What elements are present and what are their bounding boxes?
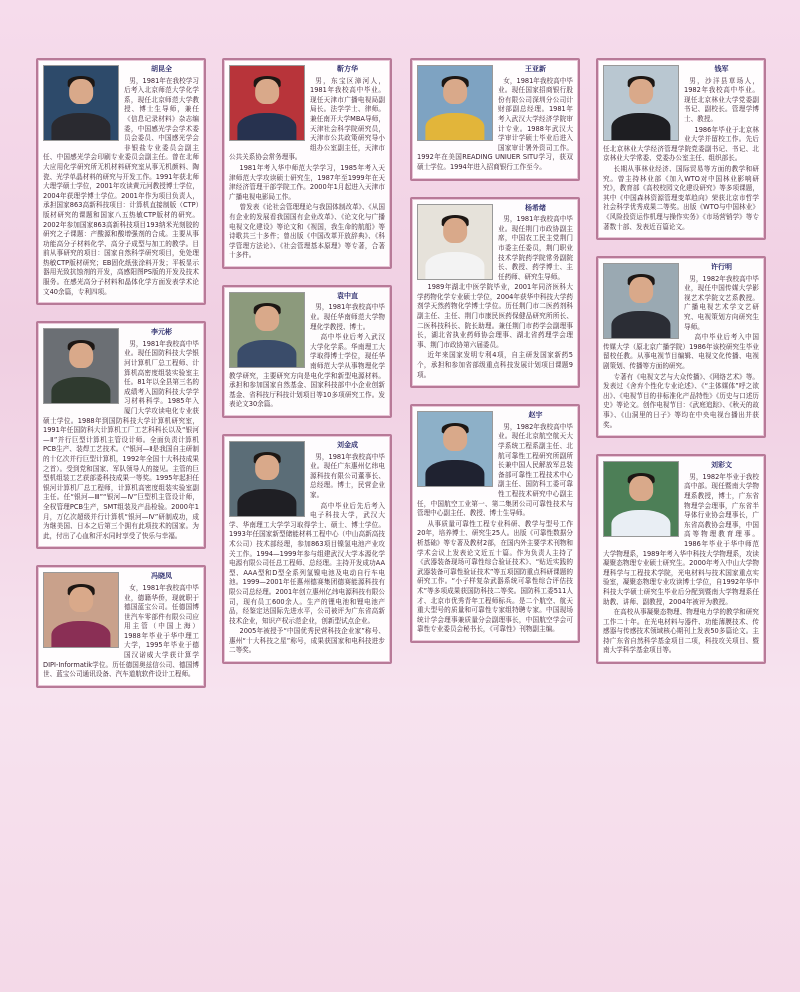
bio-paragraph: 男，沙洋县草场人，1982年我校高中毕业。现任北京林业大学党委副书记、副校长。管理学博士、教授。 (684, 76, 759, 123)
profile-card (596, 256, 766, 438)
bio-paragraph: 男，1981年我校高中毕业。现任国防科技大学银河计算机厂总工程师、计算机高密度组装实验室主任。81年以全县第三名的成绩考入国防科技大学学习材料科学。1985年入厦门大学攻读电化专业获硕士学位。1988年到国防科技大学计算机研究室，1991年任国防科大计算机工厂工艺科科长以及“银河—Ⅱ”并行巨型计算机主管设计师。全面负责计算机PCB生产、装焊工艺技术。（“银河—Ⅱ是我国自主研制的十亿次并行巨型计算机，1992年全国十大科技成果之首）。受到党和国家、军队领导人的接见。主管的巨型机组装工艺获部委科技成果一等奖。1995年起担任银河计算机厂总工程师，计算机高密度组装实验室副主任。任“银河—Ⅲ”“银河—Ⅳ”巨型机主管设计师，全权管理PCB生产，SMT组装及产品检验。2000年1月，万亿次超级并行计算机“银河—Ⅳ”研制成功，成为继美国、日本之后第三个拥有此项技术的国家。为此，付出了心血和汗水同时享受了快乐与幸福。 (43, 339, 199, 540)
profile-card (36, 321, 206, 549)
portrait-photo (603, 461, 679, 537)
profile-card (410, 404, 580, 643)
bio-paragraph: 高中毕业后考入中国传媒大学（原北京广播学院）1986年该校研究生毕业留校任教。从事电视节目编辑、电视文化传播、电视剧策划、传播等方面的研究。 (603, 333, 759, 371)
bio-paragraph: 1981年考入华中师范大学学习，1985年考入天津师范大学攻读硕士研究生，1987年至1999年在天津经济管理干部学院工作。2000年1月起进入天津市广播电视电影局工作。 (229, 163, 385, 201)
bio-paragraph: 1989年湖北中医学院毕业，2001年同济医科大学药物化学专业硕士学位，2004年获华中科技大学药剂学天然药物化学博士学位。历任荆门市二医药剂科副主任、主任、荆门市康民医药保健品研究所所长、二医科技科长、院长助理。兼任荆门市药学会副理事长，湖北省执业药师协会理事、湖北省药理学会理事、荆门市政协第六届委员。 (417, 283, 573, 349)
bio-paragraph: 男，1982年毕业于我校高中部。现任暨南大学物理系教授，博士，广东省物理学会理事，广东省半导体行业协会理事长，广东省高教协会理事，中国高等物理教育理事。1986年毕业于华中师范大学物理系，1989年考入华中科技大学物理系，攻读凝聚态物理专业硕士研究生。2000年考入中山大学物理科学与工程技术学院，光电材料与技术国家重点实验室，凝聚态物理专业攻读博士学位，自1992年华中科技大学硕士研究生毕业后分配到暨南大学物理系任助教、讲师、副教授，2004年被评为教授。 (603, 472, 759, 606)
portrait-photo (603, 65, 679, 141)
bio-paragraph: 女，1981年我校高中毕业，德籍华侨，现就职于德国蓝宝公司。任德国博世汽车零部件有限公司应用主管（中国上海）1988年毕业于华中理工大学，1995年毕业于德国汉诺威大学获计算学DIPI-Informatik学位。历任德国奥兹信公司、德国博世、蓝宝公司通讯设备、汽车道航软件设计工程师。 (43, 583, 199, 679)
person-name: 李元彬 (151, 328, 172, 337)
bio-paragraph: 近年来国家发明专利4项，自主研发国家新药5个，承担和参加省部级重点科技发展计划项目课题9项。 (417, 351, 573, 379)
profile-card (410, 197, 580, 389)
bio-paragraph: 男，1981年我校高中毕业。现任荆门市政协副主席，中国农工民主党荆门市委主任委员，荆门职业技术学院药学院常务副院长、教授、药学博士、主任药师、研究生导师。 (498, 215, 573, 281)
person-name: 许行明 (711, 263, 732, 272)
portrait-photo (229, 292, 305, 368)
person-name: 刘彩文 (711, 461, 732, 470)
column-4 (596, 58, 766, 680)
bio-paragraph: 男，东宝区漳河人，1981年我校高中毕业。现任天津市广播电视局副局长。法学学士、律师。兼任南开大学MBA导师，天津社会科学院研究员，天津市公共政策研究导小组办公室副主任，天津市公共关系协会常务理事。 (229, 76, 385, 162)
person-name: 赵宇 (528, 411, 543, 420)
portrait-photo (43, 65, 119, 141)
bio-paragraph: 女，1981年我校高中毕业。现任国家招商银行股份有限公司深圳分公司计财部副总经理。1981年考入武汉大学经济学院审计专业。1988年武汉大学审计学硕士毕业后进入国家审计署外资司工作。1992年在美国READING UNIUER SITU学习，获双硕士学位。1994年进入招商银行工作至今。 (417, 76, 573, 171)
bio-paragraph: 高中毕业后考入武汉大学化学系。华南理工大学取得博士学位，现任华南师范大学从事物理化学教学研究，主要研究方向是电化学和新型电源材料。承担和参加国家自然基金、国家科技部中小企业创新基金、省科技厅科技计划项目等10多项研究工作。发表论文30余篇。 (229, 333, 385, 409)
column-3 (410, 58, 580, 659)
bio-paragraph: 专著有《电视文艺与大众传播》、《网络艺术》等。发表过《舍弃个性化专业论述》、《“主体媒体”呼之欲出》、《电视节目的非标准化产品特性》《历史与口述历史》等论文。创作电视节目：《武庭追踪》、《秋天的故事》、《山洞里的日子》等均在中央电视台播出并获奖。 (603, 372, 759, 429)
column-1 (36, 58, 206, 704)
bio-paragraph: 男，1982年我校高中毕业。现任北京航空航天大学系统工程系副主任、北航可靠性工程研究所副所长兼中国人民解放军总装备部可靠性工程技术中心副主任、国防科工委可靠性工程技术研究中心副主任，中国航空工业第一、第二集团公司可靠性技术与管理中心副主任、教授、博士生导师。 (417, 422, 573, 518)
portrait-photo (417, 204, 493, 280)
profile-card (36, 58, 206, 305)
profile-card (596, 58, 766, 240)
portrait-photo (43, 328, 119, 404)
person-name: 袁中直 (337, 291, 358, 300)
bio-paragraph: 男，1981年我校高中毕业。现任广东惠州亿纬电源科技有限公司董事长、总经理。博士，民营企业家。 (310, 452, 385, 499)
profile-card (410, 58, 580, 181)
person-name: 王亚新 (525, 65, 546, 73)
person-name: 冯晓凤 (151, 572, 172, 581)
person-name: 胡昆全 (151, 65, 172, 73)
portrait-photo (229, 65, 305, 141)
person-name: 靳方华 (337, 65, 358, 73)
profile-card (222, 58, 392, 269)
portrait-photo (417, 65, 493, 141)
profile-card (596, 454, 766, 664)
portrait-photo (229, 441, 305, 517)
portrait-photo (603, 263, 679, 339)
portrait-photo (417, 411, 493, 487)
bio-paragraph: 曾发表《论社会管理理论与我国体制改革》、《从国有企业的发展看我国国有企业改革》、《论文化与广播电视文化建设》等论文和《视国，我生命的航船》等诗歌共三十多件；曾出版《中国改革开放辞典》、《科学管理方法论》、《社会管理基本原理》等专著，合著十多件。 (229, 203, 385, 260)
portrait-photo (43, 572, 119, 648)
bio-paragraph: 长期从事林业经济、国际贸易等方面的教学和研究。曾主持林业部《加入WTO对中国林业影响研究》，教育部《高校校园文化建设研究》等多项课题，其中《中国森林资源管理变革趋向》荣获北京市哲学社会科学优秀成果二等奖。出版《WTO与中国林业》《风险投资运作机理与操作实务》《市场营销学》等专著数十部、发表近百篇论文。 (603, 164, 759, 231)
bio-paragraph: 高中毕业后先后考入电子科技大学，武汉大学、华南理工大学学习取得学士、硕士、博士学位。1993年任国家新型储能材料工程中心（中山高新高技术公司）技术部经理，参加863项目镍氢电池产业攻关工作。1994—1999年参与组建武汉大学本源化学电源有限公司任总工程师、总经理。主持开发成功AA型、AAA型和D型全系列氢镍电池及电动自行车电池。1999—2001年任惠州德赛集团德赛能源科技有限公司总经理。2001年创立惠州亿纬电源科技有限公司，现有员工600余人。生产的锂电池和锂电池产品，经鉴定达国际先进水平，公司被评为广东省高新技术企业，知识产权示范企业，创新型试点企业。 (229, 501, 385, 625)
profile-card (222, 434, 392, 664)
person-name: 杨希绪 (525, 203, 546, 212)
person-name: 钱军 (714, 65, 729, 73)
column-2 (222, 58, 392, 680)
bio-paragraph: 在高校从事凝聚态物理、物理电力学的教学和研究工作二十年。在光电材料与器件、功能薄膜技术、传感器与传感技术领域核心期刊上发表50多篇论文。主持广东省自然科学基金项目二项，科技攻关项目、暨南大学科学基金项目等。 (603, 608, 759, 655)
bio-paragraph: 1986年毕业于北京林业大学并留校工作。先后任北京林业大学经济管理学院党委副书记、书记、北京林业大学常委、党委办公室主任、组织部长。 (603, 125, 759, 163)
profile-card (222, 285, 392, 418)
bio-paragraph: 2005年被授予“中国优秀民营科技企业家”称号、惠州“十大科技之星”称号，成果获国家和电科技进步二等奖。 (229, 627, 385, 655)
profile-card (36, 565, 206, 688)
bio-paragraph: 从事质量可靠性工程专业科研、教学与型号工作20年，培养博士、研究生25人。出版《可靠性数据分析基础》等专著及教材2部，在国内外主要学术刊物和学术会议上发表论文近五十篇。作为负责人主持了《武器装备现场可靠性综合验证技术》、“贴近实践的武器装备可靠性验证技术”等五项国防重点科研课题的研究工作。“小子样复杂武器系统可靠性综合评估技术”等多项成果获国防科技二等奖。国防科工委511人才、北京市优秀青年工程师标兵。是二个航空、航天重大型号的质量和可靠性专家组特聘专家。中国现场统计学会理事兼质量分会副理事长，中国航空学会可靠性专业委员会秘书长，《可靠性》刊物副主编。 (417, 519, 573, 634)
person-name: 刘金成 (337, 441, 358, 449)
bio-paragraph: 男，1982年我校高中毕业，现任中国传媒大学影视艺术学院文艺系教授。广播电视艺术学文艺研究、电视策划方向研究生导师。 (684, 274, 759, 331)
bio-paragraph: 男，1981年在我校学习后考入北京师范大学化学系，现任北京师范大学教授、博士生导师，兼任《信息记录材料》杂志编委，中国感光学会学术委员会委员、中国感光学会非银盐专业委员会副主任、中国感光学会印刷专业委员会副主任。曾在北师大应用化学研究所无机材料研究室从事无机颜料、陶瓷、光学单晶材料的研究与开发工作。1991年获北师大理学硕士学位，2001年攻读黄元河教授博士学位，2004年获理学博士学位。2001年作为项目负责人，承担国家863高新科技项目：计算机直接制版（CTP）版材研究的课题和国家八五热敏CTP版材的研究。2002年参加国家863高新科技项目193纳米光刻胶的研究之子课题：产酸源和酸增强剂的合成。主要从事功能高分子材料化学、高分子成型与加工的教学。目前从事研究的项目：国家自然科学研究项目，免处理热敏CTP版材研究；EB固化纸张涂料开发；平板显示器用光致抗蚀剂的开发，高感阳图PS版的开发及技术服务。在感光高分子材料和晶体化学方面发表学术论文40余篇，专利四项。 (43, 76, 199, 296)
bio-paragraph: 男，1981年我校高中毕业。现任华南师范大学物理化学教授、博士。 (310, 303, 385, 331)
